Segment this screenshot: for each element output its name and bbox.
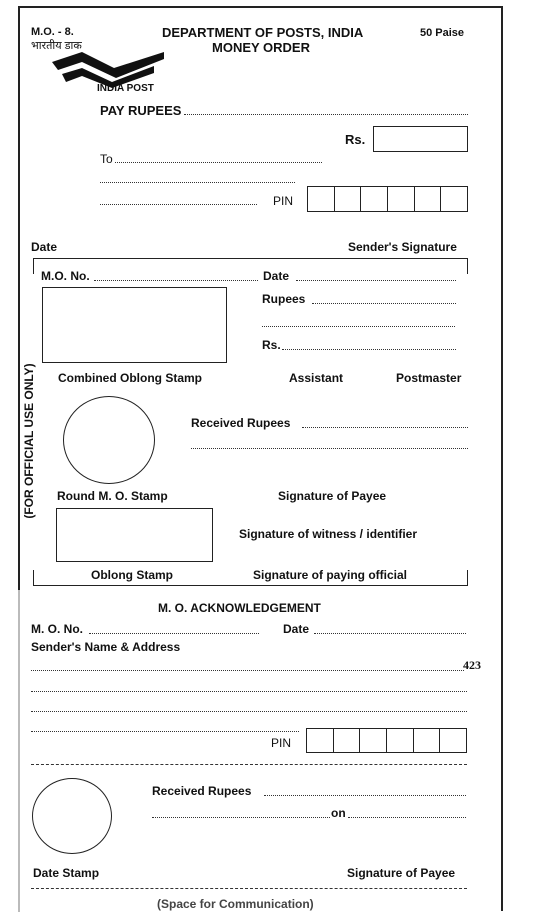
page-number: 423: [463, 658, 481, 672]
rs-label: Rs.: [345, 132, 366, 147]
round-stamp-circle[interactable]: [63, 396, 155, 484]
received-rupees-line[interactable]: [302, 427, 468, 428]
official-date-label: Date: [263, 269, 290, 283]
round-stamp-label: Round M. O. Stamp: [57, 489, 168, 503]
to-line-1[interactable]: [115, 162, 322, 163]
official-bottom-left-tick: [33, 570, 34, 586]
date-stamp-circle[interactable]: [32, 778, 112, 854]
combined-stamp-label: Combined Oblong Stamp: [58, 371, 202, 385]
address-line-2[interactable]: [31, 691, 467, 692]
received-rupees-label: Received Rupees: [191, 416, 291, 430]
ack-divider-2: [31, 888, 467, 889]
address-line-3[interactable]: [31, 711, 467, 712]
oblong-stamp-label: Oblong Stamp: [91, 568, 173, 582]
signature-payee-label: Signature of Payee: [278, 489, 387, 503]
ack-signature-payee-label: Signature of Payee: [347, 866, 456, 880]
received-rupees-line-2[interactable]: [191, 448, 468, 449]
address-line-1[interactable]: [31, 670, 464, 671]
form-title: MONEY ORDER: [212, 40, 310, 55]
sender-name-address-label: Sender's Name & Address: [31, 640, 181, 654]
combined-stamp-box[interactable]: [42, 287, 227, 363]
address-line-4[interactable]: [31, 731, 299, 732]
rupees-line-2[interactable]: [262, 326, 455, 327]
on-line[interactable]: [348, 817, 466, 818]
ack-pin-label: PIN: [271, 736, 292, 750]
date-label: Date: [31, 240, 58, 254]
frame-left-lower: [18, 590, 20, 912]
sender-signature-label: Sender's Signature: [348, 240, 457, 254]
mo-no-line[interactable]: [94, 280, 258, 281]
ack-date-label: Date: [283, 622, 310, 636]
date-stamp-label: Date Stamp: [33, 866, 100, 880]
official-date-line[interactable]: [296, 280, 456, 281]
rupees-line[interactable]: [312, 303, 456, 304]
official-bottom-line: [33, 585, 468, 586]
communication-space-label: (Space for Communication): [157, 897, 314, 911]
oblong-stamp-box[interactable]: [56, 508, 213, 562]
to-line-3[interactable]: [100, 204, 257, 205]
signature-paying-official-label: Signature of paying official: [253, 568, 408, 582]
ack-title: M. O. ACKNOWLEDGEMENT: [158, 601, 321, 615]
rupees-label: Rupees: [262, 292, 306, 306]
ack-date-line[interactable]: [314, 633, 466, 634]
ack-received-line-2[interactable]: [152, 817, 330, 818]
logo-text: INDIA POST: [97, 83, 154, 94]
price-label: 50 Paise: [420, 27, 465, 39]
ack-mo-no-label: M. O. No.: [31, 622, 83, 636]
to-label: To: [100, 152, 113, 166]
frame-left: [18, 6, 20, 590]
assistant-label: Assistant: [289, 371, 344, 385]
official-top-line: [33, 258, 468, 259]
pay-rupees-label: PAY RUPEES: [100, 103, 182, 118]
hindi-label: भारतीय डाक: [31, 40, 82, 52]
ack-mo-no-line[interactable]: [89, 633, 259, 634]
signature-witness-label: Signature of witness / identifier: [239, 527, 418, 541]
on-label: on: [331, 806, 346, 820]
to-line-2[interactable]: [100, 182, 295, 183]
ack-pin-boxes[interactable]: [306, 728, 467, 753]
official-top-left-tick: [33, 258, 34, 274]
pin-boxes[interactable]: [307, 186, 468, 212]
postmaster-label: Postmaster: [396, 371, 462, 385]
form-number: M.O. - 8.: [31, 26, 74, 38]
ack-received-rupees-label: Received Rupees: [152, 784, 252, 798]
official-bottom-right-tick: [467, 570, 468, 586]
pay-rupees-line[interactable]: [184, 114, 468, 115]
official-rs-line[interactable]: [282, 349, 456, 350]
mo-no-label: M.O. No.: [41, 269, 90, 283]
official-rs-label: Rs.: [262, 338, 281, 352]
pin-label: PIN: [273, 194, 294, 208]
ack-received-rupees-line[interactable]: [264, 795, 466, 796]
frame-top: [18, 6, 502, 8]
department-title: DEPARTMENT OF POSTS, INDIA: [162, 25, 364, 40]
official-top-right-tick: [467, 258, 468, 274]
ack-divider-1: [31, 764, 467, 765]
official-use-side-label: (FOR OFFICIAL USE ONLY): [22, 363, 36, 519]
frame-right: [501, 6, 503, 911]
rs-amount-box[interactable]: [373, 126, 468, 152]
